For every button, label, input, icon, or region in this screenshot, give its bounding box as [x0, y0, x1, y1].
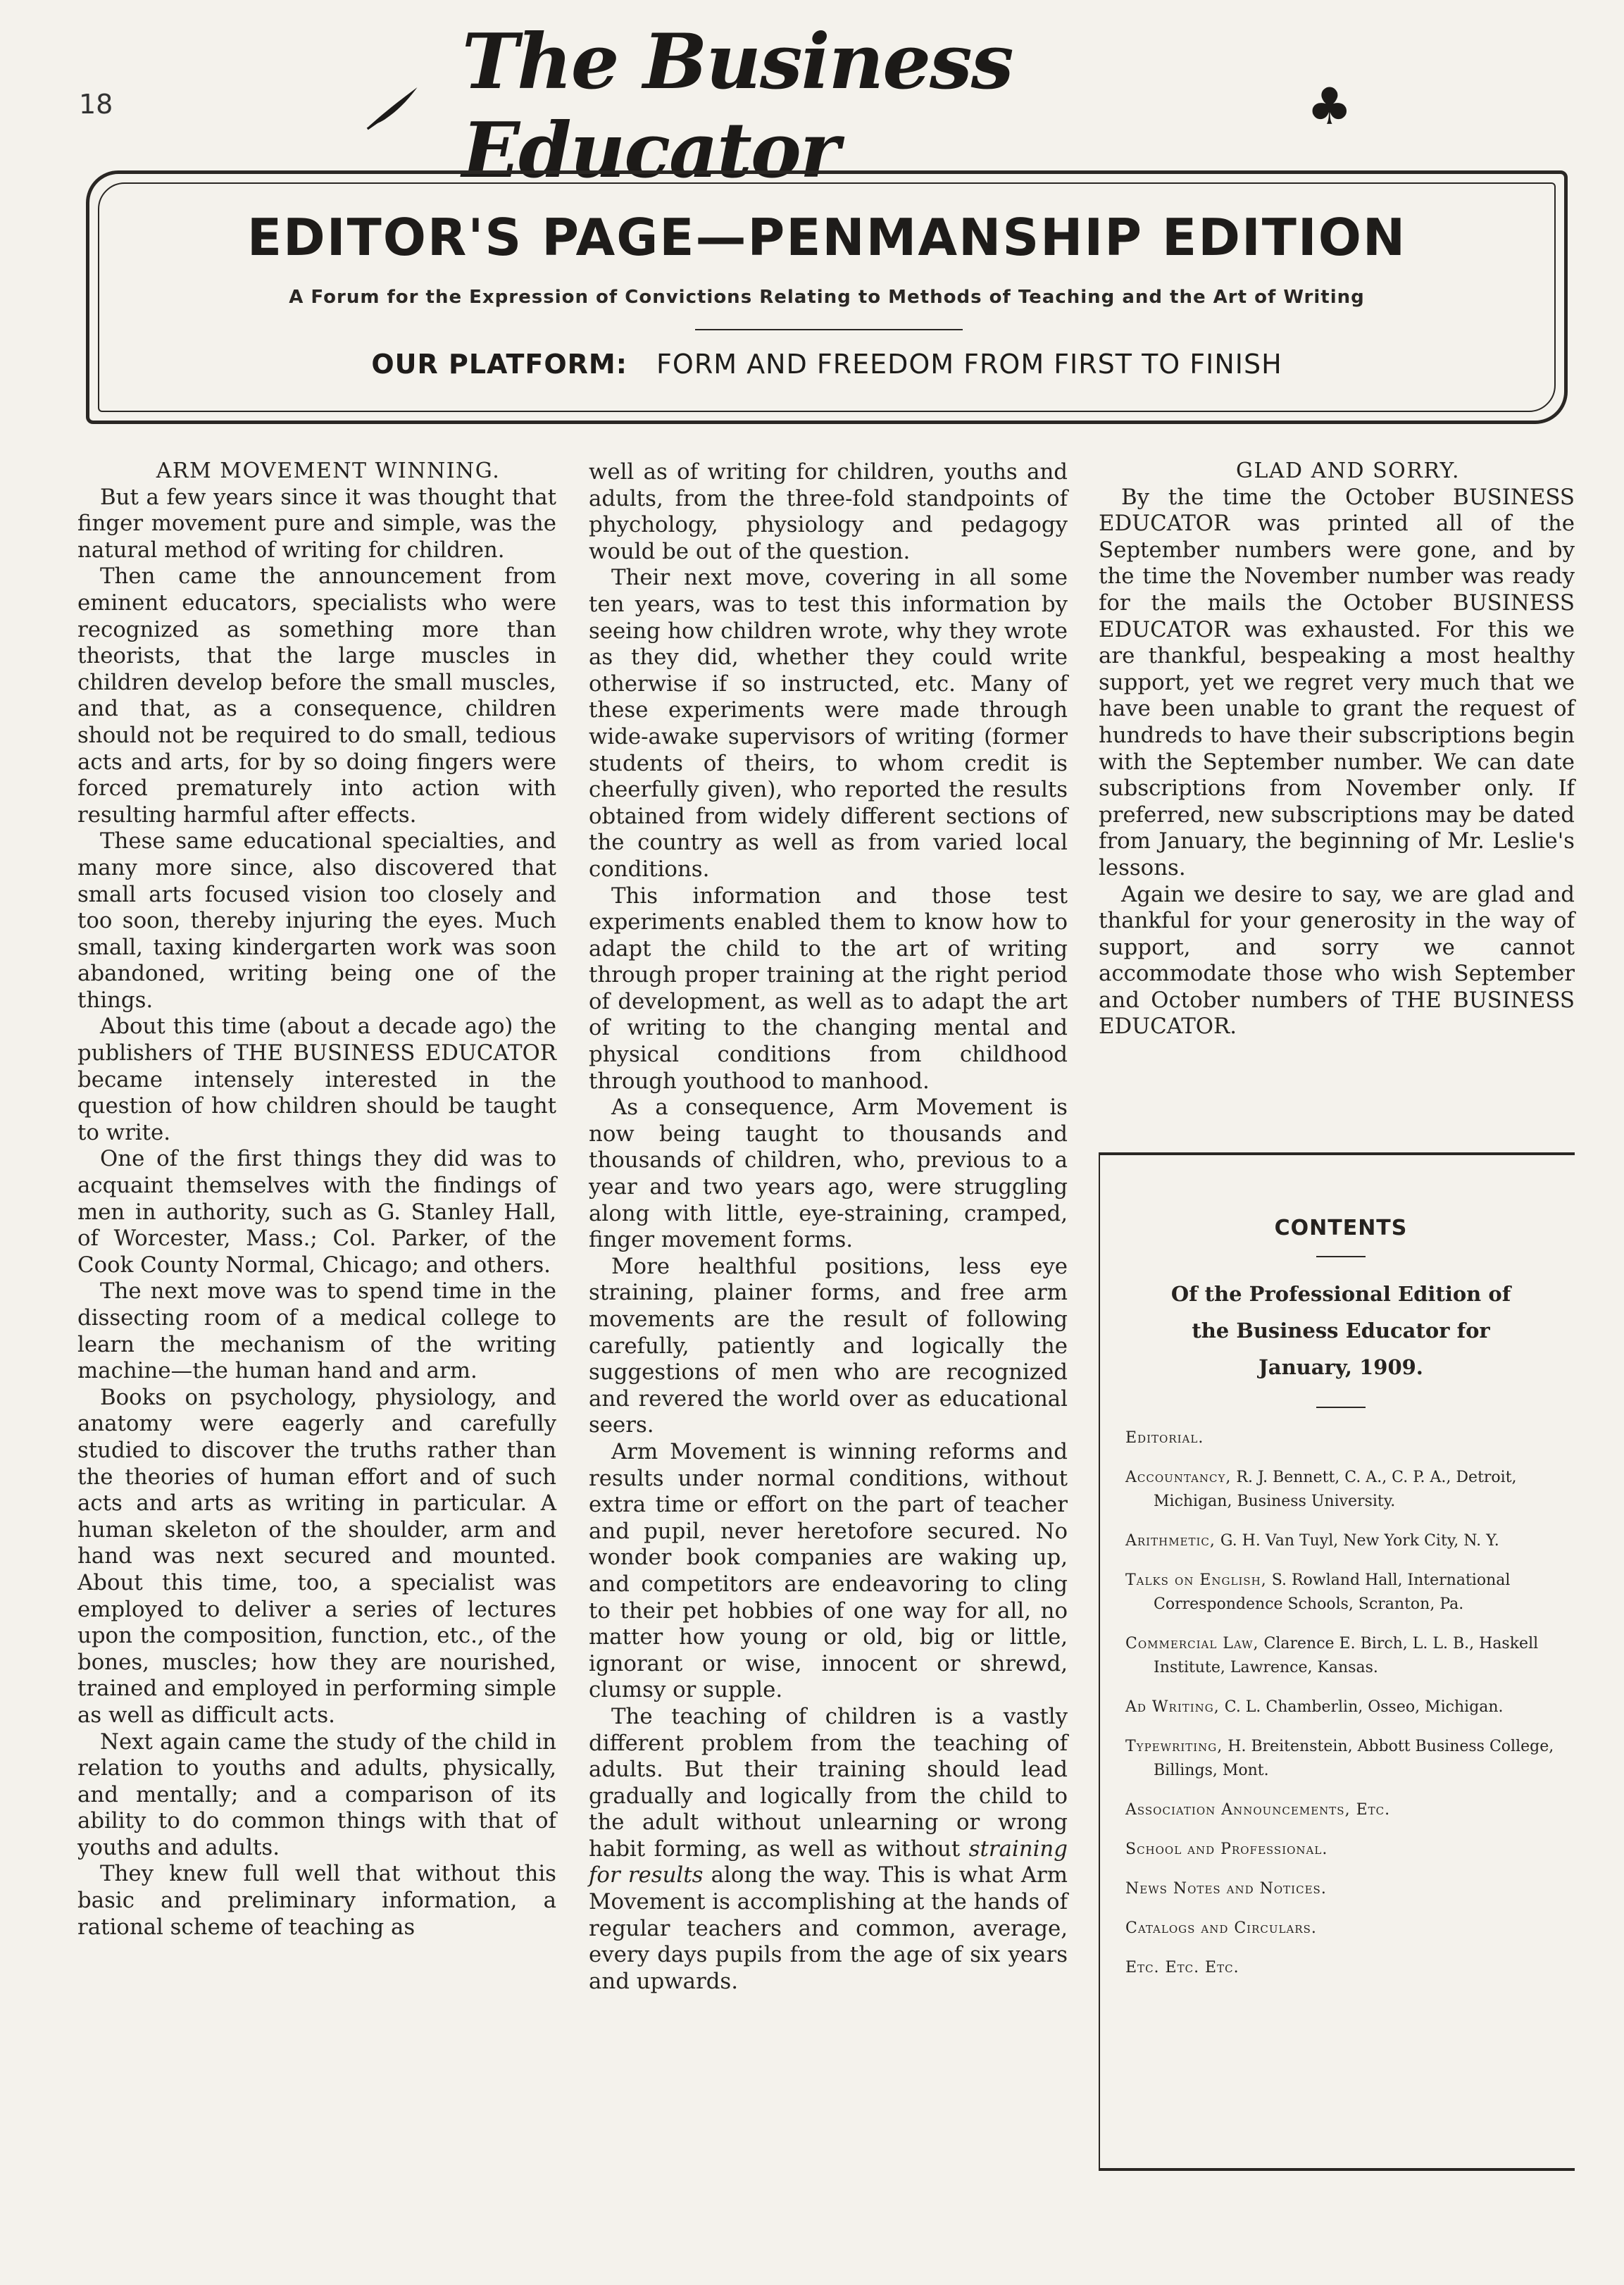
contents-subtitle	[1125, 1276, 1556, 1386]
masthead	[366, 18, 1352, 195]
platform-label: OUR PLATFORM:	[371, 349, 627, 380]
header-subtitle: A Forum for the Expression of Convictions Relating to Methods of Teaching and the Art of Writing	[289, 287, 1365, 308]
paragraph: Arm Movement is winning reforms and results under normal conditions, without extra time or effort on the part of teacher and pupil, never heretofore secured. No wonder book companies are waking up, and competitors are endeavoring to cling to their pet hobbies of one way for all, no matter how young or old, big or little, ignorant or wise, innocent or shrewd, clumsy or supple.	[589, 1438, 1068, 1703]
contents-item: Accountancy, R. J. Bennett, C. A., C. P. A., Detroit, Michigan, Business University.	[1125, 1469, 1517, 1510]
paragraph: Then came the announcement from eminent educators, specialists who were recognized as something more than theorists, that the large muscles in children develop before the small muscles, and that, as a consequence, children should not be required to do small, tedious acts and arts, for by so doing fingers were forced prematurely into action with resulting harmful after effects.	[77, 564, 556, 828]
contents-item: School and Professional.	[1125, 1841, 1328, 1858]
contents-item: Commercial Law, Clarence E. Birch, L. L. B., Haskell Institute, Lawrence, Kansas.	[1125, 1635, 1539, 1676]
clover-ornament-icon: ♣	[1306, 77, 1352, 136]
paragraph: They knew full well that without this basic and preliminary information, a rational scheme of teaching as	[77, 1861, 556, 1940]
article-heading: GLAD AND SORRY.	[1235, 459, 1461, 483]
contents-item: Talks on English, S. Rowland Hall, International Correspondence Schools, Scranton, Pa.	[1125, 1571, 1511, 1613]
masthead-title: The Business Educator	[461, 18, 1013, 195]
paragraph: By the time the October BUSINESS EDUCATOR was printed all of the September numbers were gone, and by the time the November number was ready for the mails the October BUSINESS EDUCATOR was exhausted. For this we are thankful, bespeaking a most healthy support, yet we regret very much that we have been unable to grant the request of hundreds to have their subscriptions begin with the September number. We can date subscriptions from November only. If preferred, new subscriptions may be dated from January, the beginning of Mr. Leslie's lessons.	[1099, 484, 1575, 880]
contents-item: News Notes and Notices.	[1125, 1880, 1327, 1898]
contents-divider	[1316, 1407, 1366, 1408]
column-2	[589, 459, 1068, 1995]
paragraph: Their next move, covering in all some ten years, was to test this information by seeing how children wrote, why they wrote as they did, whether they could write otherwise if so instructed, etc. Many of these experiments were made through wide-awake supervisors of writing (former students of theirs, to whom credit is cheerfully given), who reported the results obtained from widely different sections of the country as well as from varied local conditions.	[589, 565, 1068, 882]
contents-subtitle-line: the Business Educator for	[1192, 1319, 1490, 1343]
paragraph: This information and those test experiments enabled them to know how to adapt the child to the art of writing through proper training at the right period of development, as well as to adapt the art of writing to the changing mental and physical conditions from childhood through youthood to manhood.	[589, 883, 1068, 1094]
contents-subtitle-line: Of the Professional Edition of	[1170, 1282, 1511, 1306]
column-1	[77, 458, 556, 1941]
paragraph: About this time (about a decade ago) the publishers of THE BUSINESS EDUCATOR became intensely interested in the question of how children should be taught to write.	[77, 1014, 556, 1145]
contents-divider	[1316, 1256, 1366, 1257]
contents-item: Etc. Etc. Etc.	[1125, 1959, 1239, 1976]
paragraph: The next move was to spend time in the dissecting room of a medical college to learn the mechanism of the writing machine—the human hand and arm.	[77, 1278, 556, 1384]
platform-text: FORM AND FREEDOM FROM FIRST TO FINISH	[656, 349, 1282, 380]
contents-item: Arithmetic, G. H. Van Tuyl, New York City, N. Y.	[1125, 1532, 1499, 1550]
contents-item: Catalogs and Circulars.	[1125, 1919, 1317, 1937]
contents-item: Typewriting, H. Breitenstein, Abbott Business College, Billings, Mont.	[1125, 1738, 1554, 1779]
contents-item: Editorial.	[1125, 1429, 1204, 1447]
quill-pen-icon	[366, 78, 420, 135]
paragraph: Again we desire to say, we are glad and thankful for your generosity in the way of support, and sorry we cannot accommodate those who wish September and October numbers of THE BUSINESS EDUCATOR.	[1099, 881, 1575, 1040]
paragraph: One of the first things they did was to acquaint themselves with the findings of men in authority, such as G. Stanley Hall, of Worcester, Mass.; Col. Parker, of the Cook County Normal, Chicago; and others.	[77, 1146, 556, 1278]
contents-box	[1099, 1152, 1575, 2171]
italic-phrase: straining for results	[589, 1836, 1068, 1888]
contents-item: Association Announcements, Etc.	[1125, 1801, 1391, 1819]
contents-item: Ad Writing, C. L. Chamberlin, Osseo, Michigan.	[1125, 1698, 1504, 1716]
editors-page-header	[86, 170, 1568, 424]
paragraph: As a consequence, Arm Movement is now being taught to thousands and thousands of children, who, previous to a year and two years ago, were struggling along with little, eye-straining, cramped, finger movement forms.	[589, 1095, 1068, 1253]
paragraph: More healthful positions, less eye straining, plainer forms, and free arm movements are the result of following carefully, patiently and logically the suggestions of men who are recognized and revered the world over as educational seers.	[589, 1253, 1068, 1438]
contents-title: CONTENTS	[1274, 1216, 1408, 1240]
paragraph: But a few years since it was thought that finger movement pure and simple, was the natural method of writing for children.	[77, 484, 556, 563]
header-divider	[695, 329, 963, 330]
paragraph: These same educational specialties, and many more since, also discovered that small arts focused vision too closely and too soon, thereby injuring the eyes. Much small, taxing kindergarten work was soon abandoned, writing being one of the things.	[77, 828, 556, 1013]
article-heading: ARM MOVEMENT WINNING.	[156, 459, 501, 483]
text-run: The teaching of children is a vastly different problem from the teaching of adults. But their training should lead gradually and logically from the child to the adult without unlearning or wrong habit forming, as well as without	[589, 1703, 1068, 1862]
platform-line	[89, 349, 1564, 380]
contents-subtitle-line: January, 1909.	[1258, 1355, 1423, 1379]
page-number: 18	[79, 89, 113, 120]
column-3	[1099, 458, 1575, 1040]
header-title: EDITOR'S PAGE—PENMANSHIP EDITION	[246, 208, 1407, 267]
contents-list	[1125, 1426, 1556, 1980]
paragraph: Books on psychology, physiology, and anatomy were eagerly and carefully studied to discover the truths rather than the theories of human effort and of such acts and arts as writing in particular. A human skeleton of the shoulder, arm and hand was next secured and mounted. About this time, too, a specialist was employed to deliver a series of lectures upon the composition, function, etc., of the bones, muscles; how they are nourished, trained and employed in performing simple as well as difficult acts.	[77, 1384, 556, 1728]
paragraph: well as of writing for children, youths and adults, from the three-fold standpoints of phychology, physiology and pedagogy would be out of the question.	[589, 459, 1068, 564]
paragraph	[589, 1704, 1068, 1996]
text-run: along the way. This is what Arm Movement is accomplishing at the hands of regular teachers and common, average, every days pupils from the age of six years and upwards.	[589, 1862, 1068, 1994]
paragraph: Next again came the study of the child in relation to youths and adults, physically, and mentally; and a comparison of its ability to do common things with that of youths and adults.	[77, 1729, 556, 1860]
